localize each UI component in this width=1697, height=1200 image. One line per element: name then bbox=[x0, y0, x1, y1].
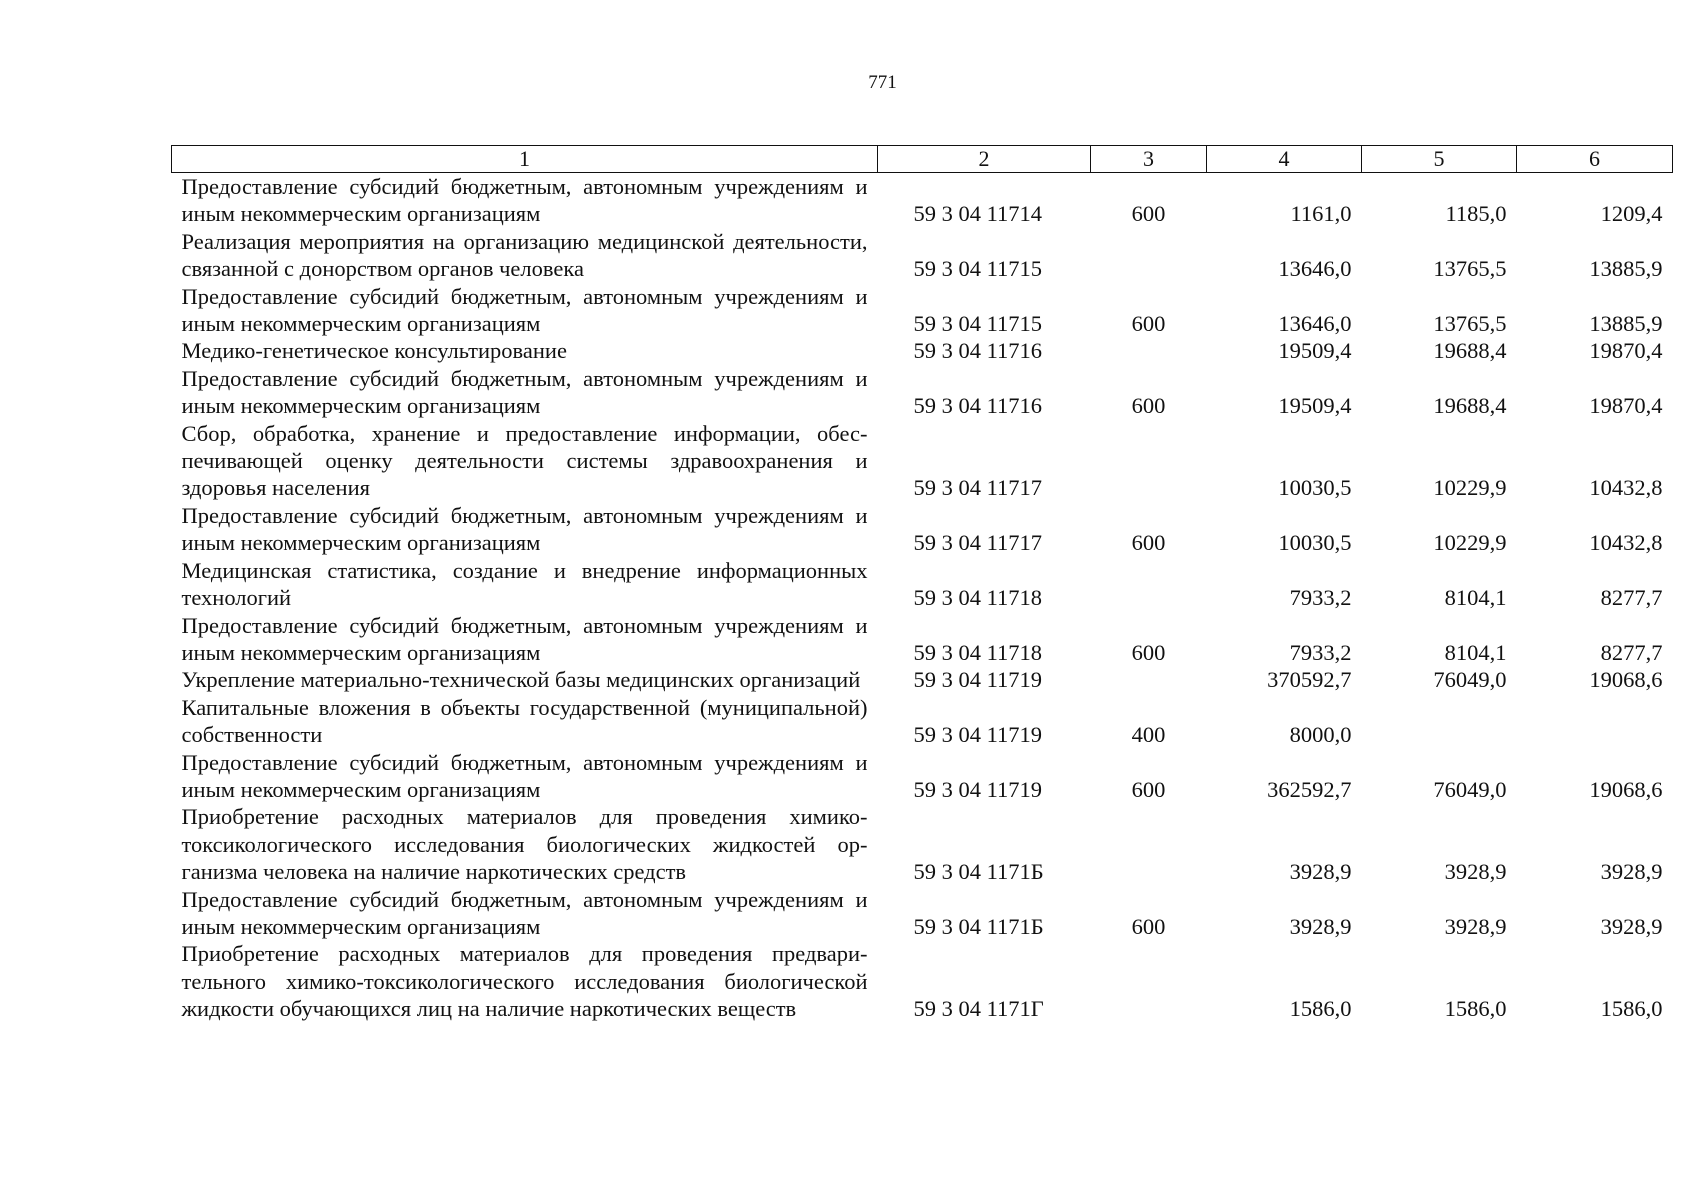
table-row bbox=[172, 337, 1673, 364]
row-code: 59 3 04 1171Б bbox=[913, 859, 1044, 885]
row-expense-type: 600 bbox=[1131, 393, 1166, 419]
row-amount-3: 19870,4 bbox=[1589, 393, 1663, 419]
row-amount-2: 3928,9 bbox=[1444, 913, 1507, 939]
row-code: 59 3 04 11718 bbox=[913, 639, 1043, 665]
row-expense-type: 600 bbox=[1131, 776, 1166, 802]
row-code: 59 3 04 11718 bbox=[913, 585, 1043, 611]
row-amount-1: 1161,0 bbox=[1290, 201, 1352, 227]
row-amount-2: 8104,1 bbox=[1444, 585, 1507, 611]
row-amount-1: 8000,0 bbox=[1289, 722, 1352, 748]
row-amount-1: 370592,7 bbox=[1267, 667, 1352, 693]
row-amount-3: 3928,9 bbox=[1600, 859, 1663, 885]
row-expense-type bbox=[1091, 940, 1207, 1022]
row-amount-3: 1586,0 bbox=[1600, 996, 1663, 1022]
row-code: 59 3 04 11717 bbox=[913, 475, 1043, 501]
table-row bbox=[172, 365, 1673, 420]
page-number: 771 bbox=[868, 72, 897, 93]
row-name: Предоставление субсидий бюджетным, автономным учреждениям и иным некоммерческим организациям bbox=[181, 749, 868, 802]
row-amount-3: 1209,4 bbox=[1600, 201, 1663, 227]
row-amount-1: 362592,7 bbox=[1267, 776, 1352, 802]
table-row bbox=[172, 283, 1673, 338]
row-expense-type: 600 bbox=[1131, 913, 1166, 939]
header-col-3: 3 bbox=[1091, 146, 1207, 173]
row-amount-3: 19068,6 bbox=[1589, 667, 1663, 693]
row-amount-1: 3928,9 bbox=[1289, 859, 1352, 885]
row-expense-type bbox=[1091, 420, 1207, 502]
row-code: 59 3 04 1171Б bbox=[913, 913, 1044, 939]
row-amount-3: 8277,7 bbox=[1600, 585, 1663, 611]
row-expense-type: 600 bbox=[1131, 311, 1166, 337]
row-expense-type: 600 bbox=[1131, 530, 1166, 556]
table-row bbox=[172, 228, 1673, 283]
row-amount-1: 7933,2 bbox=[1289, 639, 1352, 665]
table-row bbox=[172, 173, 1673, 228]
row-name: Предоставление субсидий бюджетным, автономным учреждениям и иным некоммерческим организациям bbox=[181, 283, 868, 337]
row-amount-2: 76049,0 bbox=[1433, 667, 1507, 693]
row-amount-2: 13765,5 bbox=[1433, 256, 1507, 282]
row-expense-type bbox=[1091, 666, 1207, 693]
row-amount-1: 7933,2 bbox=[1289, 585, 1352, 611]
row-amount-2: 10229,9 bbox=[1433, 475, 1507, 501]
row-expense-type bbox=[1091, 337, 1207, 364]
row-code: 59 3 04 11719 bbox=[913, 667, 1043, 693]
row-expense-type bbox=[1091, 803, 1207, 885]
table-row bbox=[172, 666, 1673, 693]
row-amount-2 bbox=[1362, 694, 1517, 749]
row-code: 59 3 04 11719 bbox=[913, 722, 1043, 748]
row-expense-type bbox=[1091, 557, 1207, 612]
row-name: Предоставление субсидий бюджетным, автономным учреждениям и иным некоммерческим организациям bbox=[181, 174, 868, 227]
row-amount-1: 13646,0 bbox=[1278, 311, 1352, 337]
row-amount-2: 8104,1 bbox=[1444, 639, 1507, 665]
row-amount-1: 3928,9 bbox=[1289, 913, 1352, 939]
row-amount-2: 19688,4 bbox=[1433, 393, 1507, 419]
table-row bbox=[172, 502, 1673, 557]
row-code: 59 3 04 11715 bbox=[913, 256, 1043, 282]
row-code: 59 3 04 11716 bbox=[913, 393, 1043, 419]
table-row bbox=[172, 694, 1673, 749]
row-amount-1: 13646,0 bbox=[1278, 256, 1352, 282]
header-col-1: 1 bbox=[172, 146, 878, 173]
row-expense-type: 600 bbox=[1131, 201, 1166, 227]
row-name: Сбор, обработка, хранение и предоставление информации, обеспечивающей оценку деятельности системы здравоохранения и здоровья населения bbox=[181, 420, 868, 501]
row-amount-1: 1586,0 bbox=[1289, 996, 1352, 1022]
row-name: Приобретение расходных материалов для проведения предварительного химико-токсикологического исследования биологической жидкости обучающихся лиц на наличие наркотических веществ bbox=[181, 941, 868, 1022]
row-amount-1: 19509,4 bbox=[1278, 338, 1352, 364]
row-code: 59 3 04 11715 bbox=[913, 311, 1043, 337]
row-amount-2: 19688,4 bbox=[1433, 338, 1507, 364]
table-row bbox=[172, 940, 1673, 1022]
header-col-6: 6 bbox=[1517, 146, 1673, 173]
row-amount-1: 10030,5 bbox=[1278, 475, 1352, 501]
row-code: 59 3 04 11719 bbox=[913, 776, 1043, 802]
budget-table bbox=[171, 145, 1673, 1023]
row-amount-2: 10229,9 bbox=[1433, 530, 1507, 556]
row-name: Медицинская статистика, создание и внедрение информационных технологий bbox=[181, 557, 868, 611]
row-amount-3: 19068,6 bbox=[1589, 776, 1663, 802]
row-amount-3: 13885,9 bbox=[1589, 256, 1663, 282]
row-name: Капитальные вложения в объекты государственной (муниципальной) собственности bbox=[181, 694, 868, 748]
table-row bbox=[172, 557, 1673, 612]
row-amount-3: 10432,8 bbox=[1589, 530, 1663, 556]
table-row bbox=[172, 749, 1673, 804]
row-amount-3 bbox=[1517, 694, 1673, 749]
row-expense-type: 600 bbox=[1131, 639, 1166, 665]
row-amount-2: 1185,0 bbox=[1445, 201, 1507, 227]
row-amount-3: 19870,4 bbox=[1589, 338, 1663, 364]
row-amount-2: 1586,0 bbox=[1444, 996, 1507, 1022]
header-col-2: 2 bbox=[878, 146, 1091, 173]
table-body bbox=[172, 173, 1673, 1023]
row-amount-2: 3928,9 bbox=[1444, 859, 1507, 885]
table-header bbox=[172, 146, 1673, 173]
row-code: 59 3 04 11716 bbox=[913, 338, 1043, 364]
header-row bbox=[172, 146, 1673, 173]
row-name: Реализация мероприятия на организацию медицинской деятельности, связанной с донорством органов человека bbox=[181, 228, 868, 282]
table-row bbox=[172, 803, 1673, 885]
row-amount-1: 19509,4 bbox=[1278, 393, 1352, 419]
row-amount-2: 13765,5 bbox=[1433, 311, 1507, 337]
row-name: Предоставление субсидий бюджетным, автономным учреждениям и иным некоммерческим организациям bbox=[181, 502, 868, 556]
row-expense-type: 400 bbox=[1131, 722, 1166, 748]
row-expense-type bbox=[1091, 228, 1207, 283]
row-amount-1: 10030,5 bbox=[1278, 530, 1352, 556]
row-name: Предоставление субсидий бюджетным, автономным учреждениям и иным некоммерческим организациям bbox=[181, 365, 868, 419]
row-amount-2: 76049,0 bbox=[1433, 776, 1507, 802]
row-amount-3: 10432,8 bbox=[1589, 475, 1663, 501]
table-row bbox=[172, 886, 1673, 941]
row-name: Приобретение расходных материалов для проведения химико-токсикологического исследования биологических жидкостей организма человека на наличие наркотических средств bbox=[181, 804, 868, 885]
row-name: Укрепление материально-технической базы медицинских организаций bbox=[181, 667, 861, 693]
table-row bbox=[172, 420, 1673, 502]
row-name: Предоставление субсидий бюджетным, автономным учреждениям и иным некоммерческим организациям bbox=[181, 612, 868, 665]
row-code: 59 3 04 11717 bbox=[913, 530, 1043, 556]
table-row bbox=[172, 612, 1673, 667]
row-amount-3: 3928,9 bbox=[1600, 913, 1663, 939]
row-code: 59 3 04 11714 bbox=[913, 201, 1043, 227]
row-amount-3: 13885,9 bbox=[1589, 311, 1663, 337]
row-amount-3: 8277,7 bbox=[1600, 639, 1663, 665]
row-name: Медико-генетическое консультирование bbox=[181, 338, 567, 364]
row-code: 59 3 04 1171Г bbox=[913, 996, 1044, 1022]
header-col-4: 4 bbox=[1207, 146, 1362, 173]
row-name: Предоставление субсидий бюджетным, автономным учреждениям и иным некоммерческим организациям bbox=[181, 886, 868, 939]
header-col-5: 5 bbox=[1362, 146, 1517, 173]
